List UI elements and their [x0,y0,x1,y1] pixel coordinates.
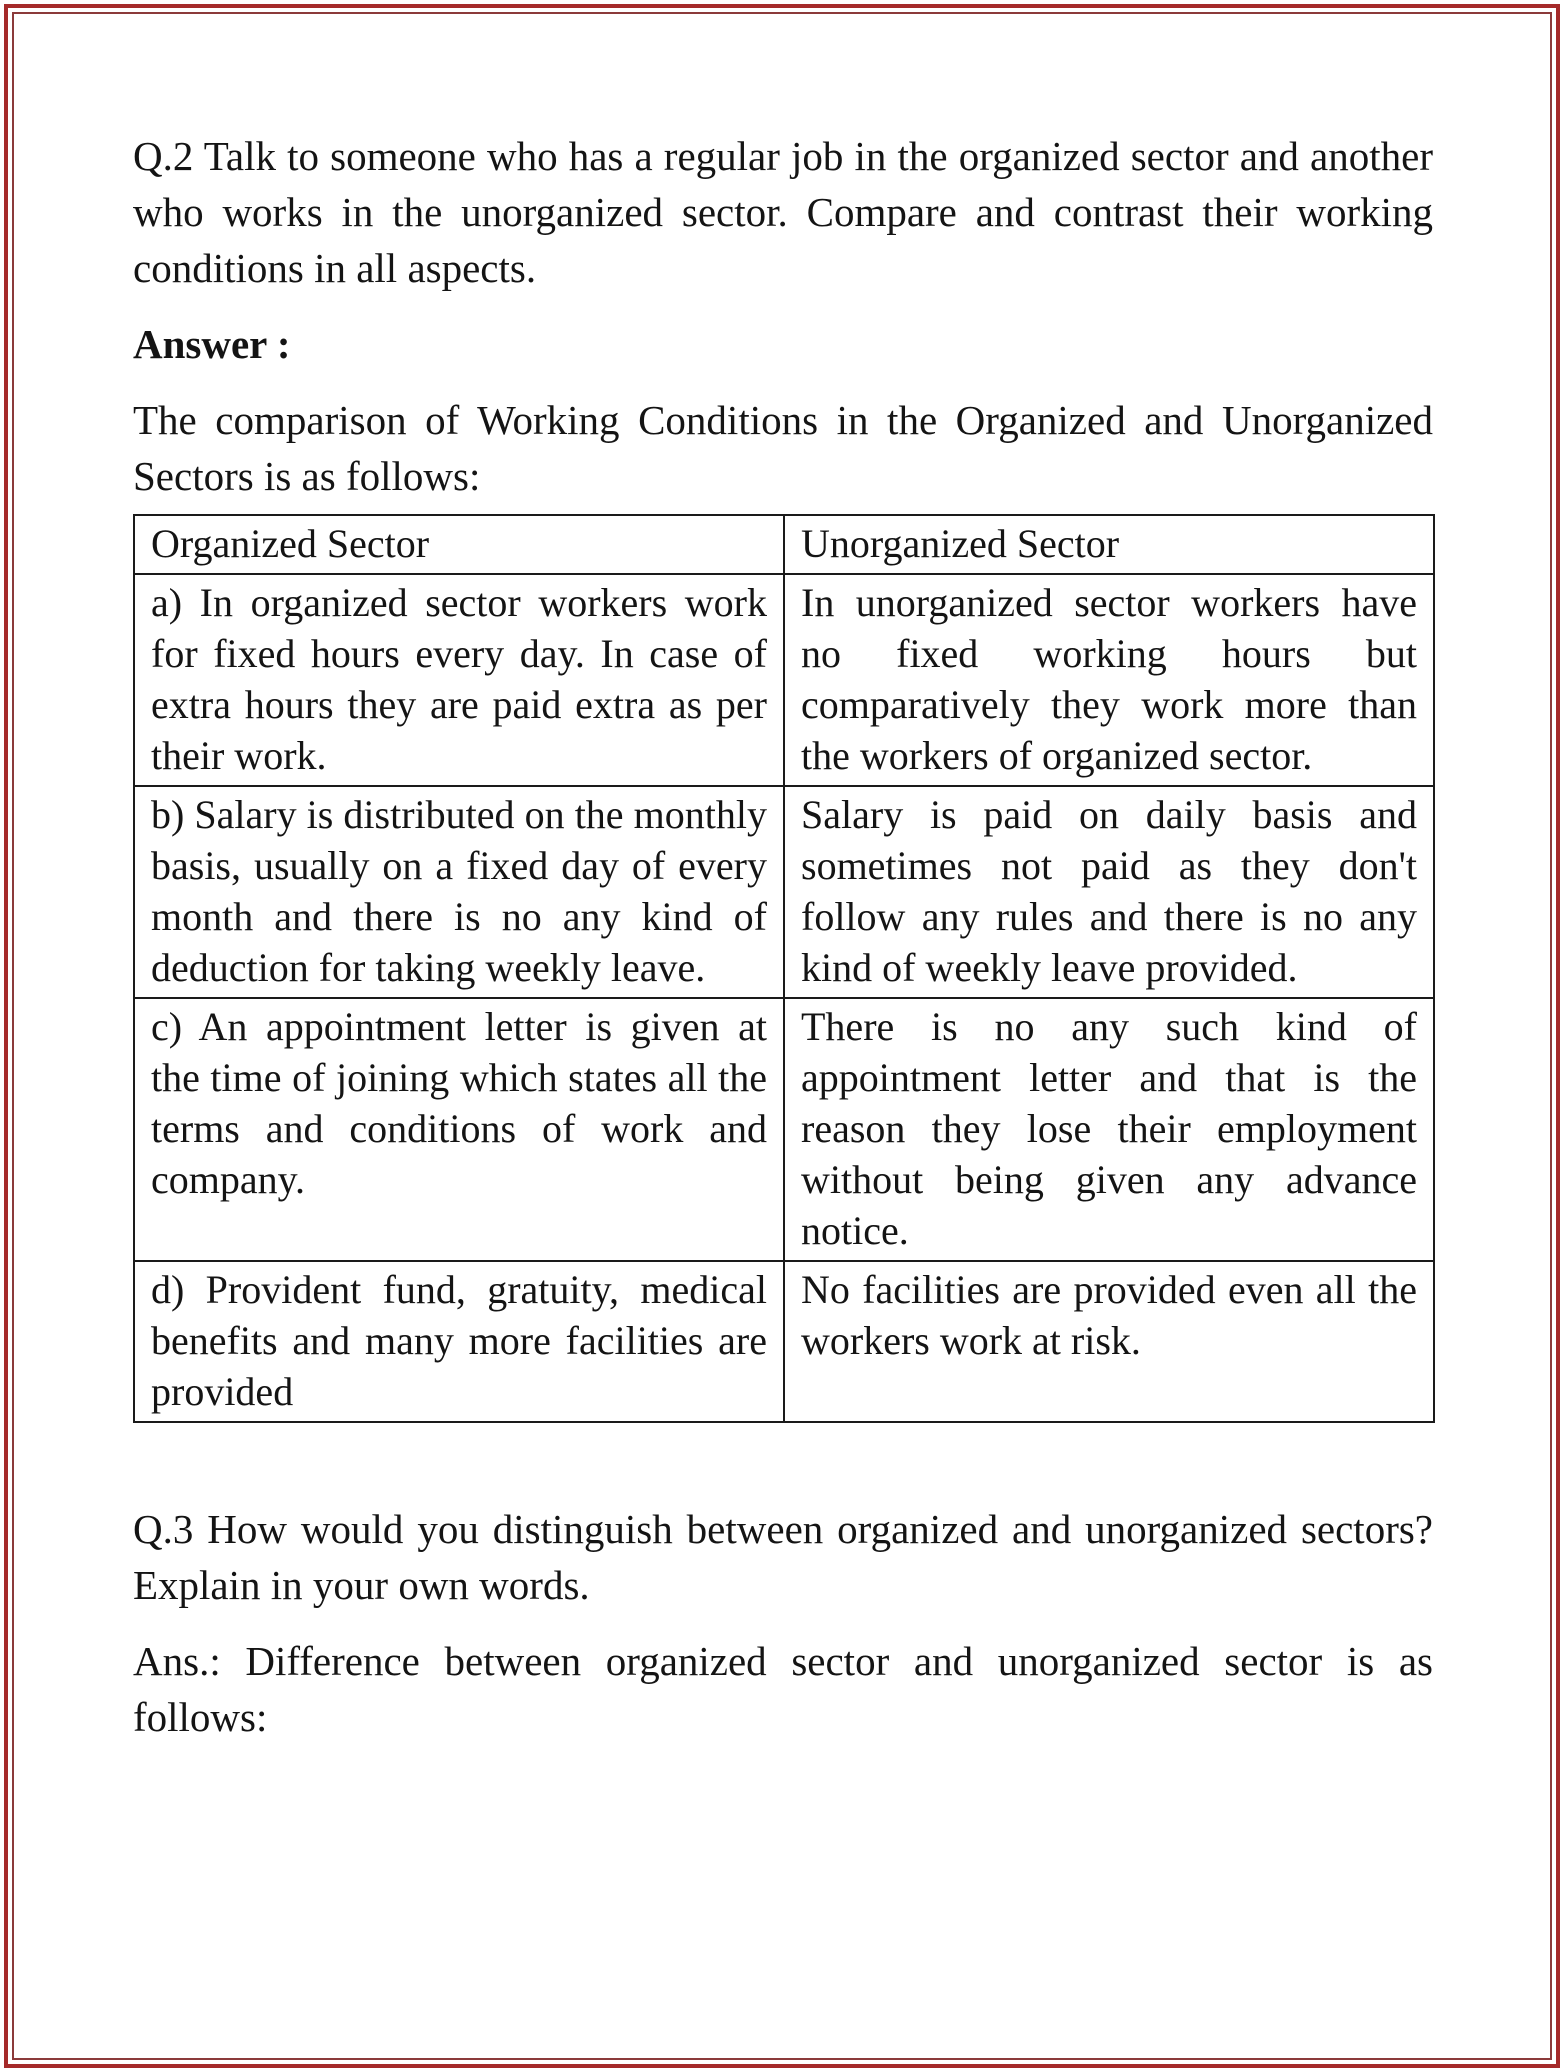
table-row [134,998,1434,1261]
table-row [134,786,1434,998]
table-row [134,1261,1434,1422]
cell-organized: a) In organized sector workers work for fixed hours every day. In case of extra hours they are paid extra as per their work. [134,574,784,786]
header-organized: Organized Sector [134,515,784,574]
comparison-table [133,514,1435,1423]
cell-organized: d) Provident fund, gratuity, medical benefits and many more facilities are provided [134,1261,784,1422]
question-2: Q.2 Talk to someone who has a regular job in the organized sector and another who works in the unorganized sector. Compare and contrast their working conditions in all aspects. [133,133,1433,291]
cell-organized: c) An appointment letter is given at the time of joining which states all the terms and conditions of work and company. [134,998,784,1261]
cell-organized: b) Salary is distributed on the monthly basis, usually on a fixed day of every month and there is no any kind of deduction for taking weekly leave. [134,786,784,998]
cell-unorganized: In unorganized sector workers have no fixed working hours but comparatively they work more than the workers of organized sector. [784,574,1434,786]
answer-heading: Answer : [133,321,291,367]
table-header-row [134,515,1434,574]
page-content [133,128,1433,1745]
question-3: Q.3 How would you distinguish between organized and unorganized sectors? Explain in your own words. [133,1506,1433,1608]
answer-3: Ans.: Difference between organized sector and unorganized sector is as follows: [133,1638,1433,1740]
table-row [134,574,1434,786]
cell-unorganized: No facilities are provided even all the workers work at risk. [784,1261,1434,1422]
cell-unorganized: Salary is paid on daily basis and sometimes not paid as they don't follow any rules and there is no any kind of weekly leave provided. [784,786,1434,998]
cell-unorganized: There is no any such kind of appointment letter and that is the reason they lose their employment without being given any advance notice. [784,998,1434,1261]
answer-intro: The comparison of Working Conditions in the Organized and Unorganized Sectors is as follows: [133,397,1433,499]
header-unorganized: Unorganized Sector [784,515,1434,574]
